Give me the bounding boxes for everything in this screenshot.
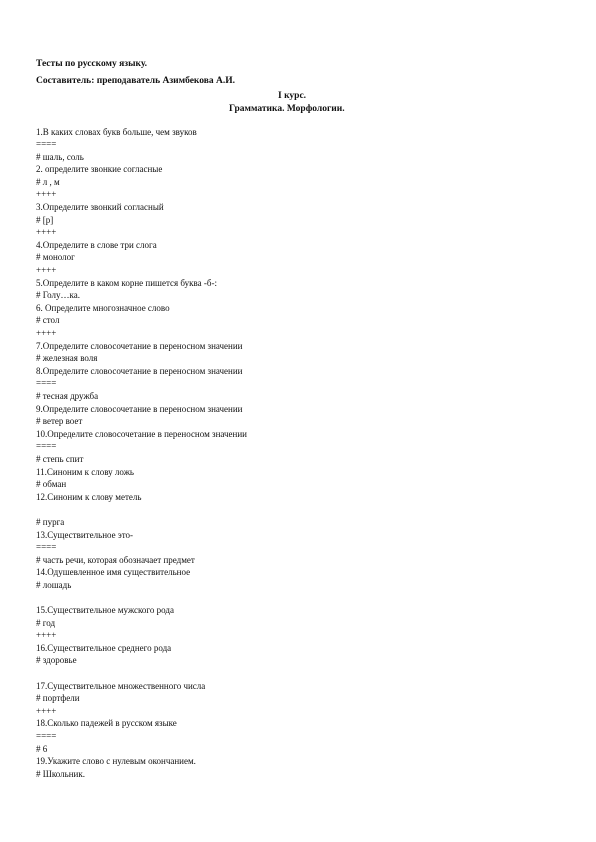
separator-line: ++++ [36, 189, 57, 200]
answer-line: # ветер воет [36, 416, 83, 427]
question-line: 10.Определите словосочетание в переносном значении [36, 428, 248, 439]
question-line: 14.Одушевленное имя существительное [36, 567, 191, 578]
answer-line: # год [36, 617, 56, 628]
question-line: 17.Существительное множественного числа [36, 680, 206, 691]
separator-line: ==== [36, 441, 57, 452]
doc-heading: Тесты по русскому языку. [36, 59, 148, 69]
answer-line: # [р] [36, 214, 54, 225]
answer-line: # лошадь [36, 579, 72, 590]
separator-line: ++++ [36, 265, 57, 276]
answer-line: # шаль, соль [36, 151, 84, 162]
author-line: Составитель: преподаватель Азимбекова А.И. [36, 76, 236, 86]
blank-line [36, 667, 556, 680]
separator-line: ==== [36, 731, 57, 741]
question-line: 2. определите звонкие согласные [36, 164, 163, 175]
question-line: 8.Определите словосочетание в переносном значении [36, 365, 243, 376]
question-line: 5.Определите в каком корне пишется буква -б-: [36, 277, 217, 288]
separator-line: ++++ [36, 328, 57, 338]
question-line: 11.Синоним к слову ложь [36, 466, 135, 477]
separator-line: ++++ [36, 630, 57, 641]
separator-line: ==== [36, 542, 57, 553]
answer-line: # здоровье [36, 655, 77, 666]
question-line: 1.В каких словах букв больше, чем звуков [36, 126, 197, 137]
blank-line [36, 591, 556, 604]
answer-line: # часть речи, которая обозначает предмет [36, 554, 195, 565]
section-subtitle: Грамматика. Морфологии. [229, 104, 345, 114]
answer-line: # 6 [36, 743, 48, 754]
test-questions-list [36, 126, 556, 781]
answer-line: # Школьник. [36, 768, 85, 779]
separator-line: ==== [36, 139, 57, 150]
question-line: 4.Определите в слове три слога [36, 239, 157, 250]
course-label: I курс. [278, 91, 307, 101]
answer-line: # железная воля [36, 353, 98, 364]
answer-line: # монолог [36, 252, 75, 263]
answer-line: # л , м [36, 176, 60, 187]
question-line: 15.Существительное мужского рода [36, 605, 174, 616]
question-line: 18.Сколько падежей в русском языке [36, 718, 177, 729]
answer-line: # стол [36, 315, 60, 326]
question-line: 6. Определите многозначное слово [36, 302, 170, 313]
answer-line: # степь спит [36, 453, 84, 464]
question-line: 19.Укажите слово с нулевым окончанием. [36, 756, 196, 767]
question-line: 13.Существительное это- [36, 529, 134, 540]
answer-line: # обман [36, 479, 67, 490]
separator-line: ==== [36, 378, 57, 389]
separator-line: ++++ [36, 705, 57, 716]
answer-line: # портфели [36, 693, 80, 704]
answer-line: # тесная дружба [36, 390, 99, 401]
answer-line: # Голу…ка. [36, 290, 81, 301]
question-line: 9.Определите словосочетание в переносном значении [36, 403, 243, 414]
answer-line: # пурга [36, 516, 65, 527]
blank-line [36, 503, 556, 516]
question-line: 12.Синоним к слову метель [36, 491, 142, 502]
question-line: 16.Существительное среднего рода [36, 642, 172, 653]
question-line: 7.Определите словосочетание в переносном значении [36, 340, 243, 351]
separator-line: ++++ [36, 227, 57, 238]
question-line: 3.Определите звонкий согласный [36, 202, 164, 213]
